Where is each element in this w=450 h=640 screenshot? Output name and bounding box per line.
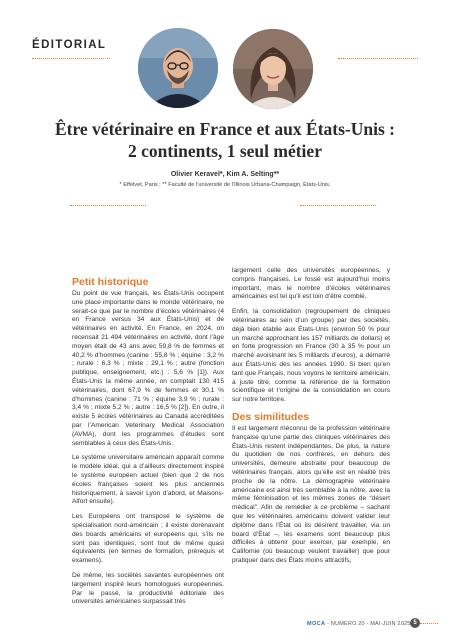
footer: [307, 621, 410, 627]
paragraph: Du point de vue français, les États-Unis occupent une place importante dans le monde vétérinaire, ne serait-ce que par le nombre d’écoles vétérinaires (4 en France versus 34 aux États-Unis) et de vétérinaires en activité. En France, en 2024, on recensait 21 494 vétérinaires en activité, dont l’âge moyen était de 43 ans avec 59,8 % de femmes et 40,2 % d’hommes (canine : 55,8 % ; équine : 3,2 % ; rurale : 6,3 % ; mixte : 29,1 % ; autre (fonction publique, enseignement, etc.) : 5,6 % [1]). Aux États-Unis la même année, on comptait 130 415 vétérinaires, dont 67,9 % de femmes et 30,1 % d’hommes (canine : 71 % ; équine 3,9 % ; rurale : 3,4 % ; mixte 5,2 % ; autre : 16,5 % [2]). En outre, il existe 5 écoles vétérinaires au Canada accréditées par l’American Veterinary Medical Association (AVMA), dont les programmes d’études sont semblables à ceux des États-Unis.: [72, 290, 224, 447]
title-divider-right: [300, 205, 376, 206]
section-label: ÉDITORIAL: [32, 39, 107, 51]
title-line-2: 2 continents, 1 seul métier: [128, 141, 322, 161]
magazine-brand: MOCA: [307, 621, 326, 627]
paragraph: De même, les sociétés savantes européennes ont largement inspiré leurs homologues européennes. Par le passé, la productivité éditoriale des universités américaines surpassait très: [72, 571, 224, 606]
paragraph: Enfin, la consolidation (regroupement de cliniques vétérinaires au sein d’un groupe) par des sociétés, déjà bien établie aux États-Unis (environ 50 % pour un marché approchant les 157 milliards de dollars) et en forte progression en France (30 à 35 % pour un marché avoisinant les 5 milliards d’euros), a démarré aux États-Unis dès les années 1990. Si bien qu’en tant que Français, nous voyons le territoire américain, à juste titre, comme la référence de la formation scientifique et l’origine de la consolidation en cours sur notre territoire.: [232, 308, 390, 404]
author-affiliations: * Effelvet, Paris ; ** Faculté de l’université de l’Illinois Urbana-Champaign, États-Unis.: [119, 182, 331, 188]
column-left: [72, 276, 224, 613]
paragraph: Il est largement méconnu de la profession vétérinaire française qu’une partie des cliniques vétérinaires des États-Unis restent indépendantes. De plus, la nature du quotidien de nos confrères, en dehors des universités, demeure abstraite pour beaucoup de vétérinaires français, alors qu’elle est en réalité très proche de la nôtre. La démographie vétérinaire américaine est ainsi très semblable à la nôtre, avec la même féminisation et les mêmes zones de “désert médical”. Afin de remédier à ce problème – sachant que les vétérinaires américains doivent valider leur diplôme dans l’État où ils désirent travailler, via un board d’État –, les examens sont beaucoup plus difficiles à obtenir pour exercer, par exemple, en Californie (où beaucoup veulent travailler) que pour pratiquer dans des États moins attractifs,: [232, 424, 390, 564]
section-heading-similitudes: Des similitudes: [232, 410, 310, 423]
issue-info: - NUMÉRO 20 - MAI-JUIN 2025: [327, 621, 411, 627]
paragraph: Le système universitaire américain apparaît comme le modèle idéal, qui a d’ailleurs directement inspiré le système européen actuel (bien que 2 de nos écoles françaises soient les plus anciennes historiquement, à savoir Lyon d’abord, et Maisons-Alfort ensuite).: [72, 454, 224, 506]
column-right: [232, 267, 390, 572]
footer-divider: [420, 623, 438, 624]
author-photo-selting: [233, 29, 313, 109]
header-divider-left: [32, 58, 110, 59]
paragraph: largement celle des universités européennes, y compris françaises. Le fossé est aujourd’hui moins important, mais le nombre d’écoles vétérinaires américaines est tel qu’il est loin d’être comblé.: [232, 267, 390, 301]
author-names: Olivier Keravel*, Kim A. Selting**: [170, 171, 280, 178]
title-divider-left: [70, 205, 146, 206]
page-number-badge: 5: [410, 618, 420, 628]
paragraph: Les Européens ont transposé le système de spécialisation nord-américain ; il existe dorénavant des boards américains et européens qui, s’ils ne sont pas identiques, sont tout de même quasi équivalents (en termes de formation, prérequis et examens).: [72, 513, 224, 565]
title-line-1: Être vétérinaire en France et aux États-Unis :: [54, 119, 396, 139]
header-divider-right: [338, 58, 418, 59]
article-title: [0, 118, 450, 162]
section-heading-historique: Petit historique: [72, 276, 149, 288]
author-photo-keravel: [138, 28, 218, 108]
